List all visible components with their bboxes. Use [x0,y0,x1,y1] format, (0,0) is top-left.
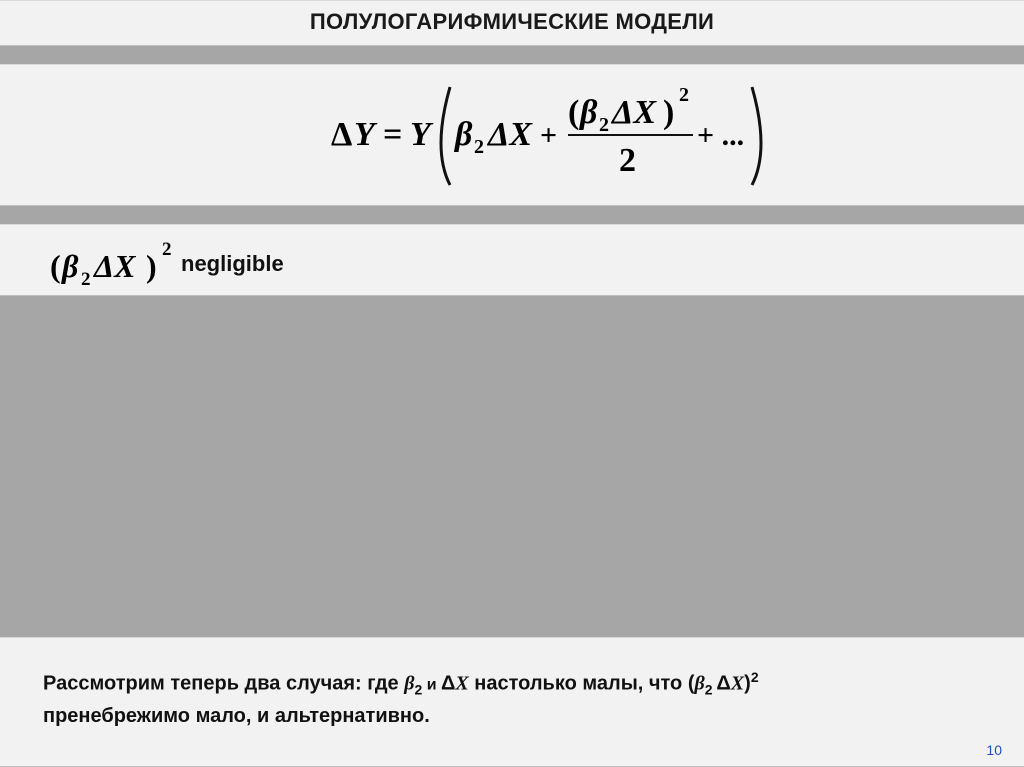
numerator-delta-x: ΔX [612,94,656,131]
text-panel [0,637,1024,767]
formula-lhs-delta: Δ [331,116,353,153]
para-text-5: пренебрежимо мало, и альтернативно. [43,704,430,727]
formula-right-paren [752,87,761,185]
numerator-open-paren: ( [568,94,580,131]
slide-title: ПОЛУЛОГАРИФМИЧЕСКИЕ МОДЕЛИ [309,9,715,34]
para-beta-2-subscript: 2 [704,681,717,698]
para-text-2: и [422,676,441,694]
para-text-4: ) [744,672,751,695]
numerator-beta-subscript: 2 [599,114,609,136]
formula-tail: + ... [697,119,745,152]
formula-lhs-y: Y [354,116,375,153]
para-beta-2: β [694,672,705,695]
para-delta-2: Δ [716,672,731,695]
neg-exponent: 2 [162,239,172,260]
formula-factor-y: Y [410,116,431,153]
numerator-close-paren: ) [663,94,675,131]
negligible-panel [0,224,1024,296]
expansion-formula [0,65,1024,207]
neg-open-paren: ( [50,248,61,284]
negligible-label: negligible [181,251,284,276]
neg-beta-subscript: 2 [81,269,91,290]
para-x-2: X [730,672,745,695]
page-number: 10 [986,742,1002,758]
para-text-1: Рассмотрим теперь два случая: где [43,672,405,695]
formula-delta-x: ΔX [488,116,532,153]
numerator-exponent: 2 [679,84,689,106]
neg-close-paren: ) [146,248,157,284]
para-beta-subscript: 2 [414,681,423,698]
title-bar [0,0,1024,46]
body-paragraph [43,664,943,729]
para-x: X [455,672,469,695]
para-text-3: настолько малы, что ( [468,672,695,695]
neg-beta: β [62,248,79,284]
negligible-formula [48,235,180,291]
para-exponent: 2 [750,669,759,685]
formula-beta-subscript: 2 [474,136,484,158]
neg-delta-x: ΔX [94,248,136,284]
para-beta: β [404,672,415,695]
fraction-denominator: 2 [619,142,636,179]
formula-beta: β [455,116,473,153]
formula-panel [0,64,1024,206]
numerator-beta: β [580,94,598,131]
formula-equals: = [383,116,403,153]
formula-left-paren [441,87,450,185]
formula-plus: + [540,119,558,152]
para-delta: Δ [440,672,456,695]
